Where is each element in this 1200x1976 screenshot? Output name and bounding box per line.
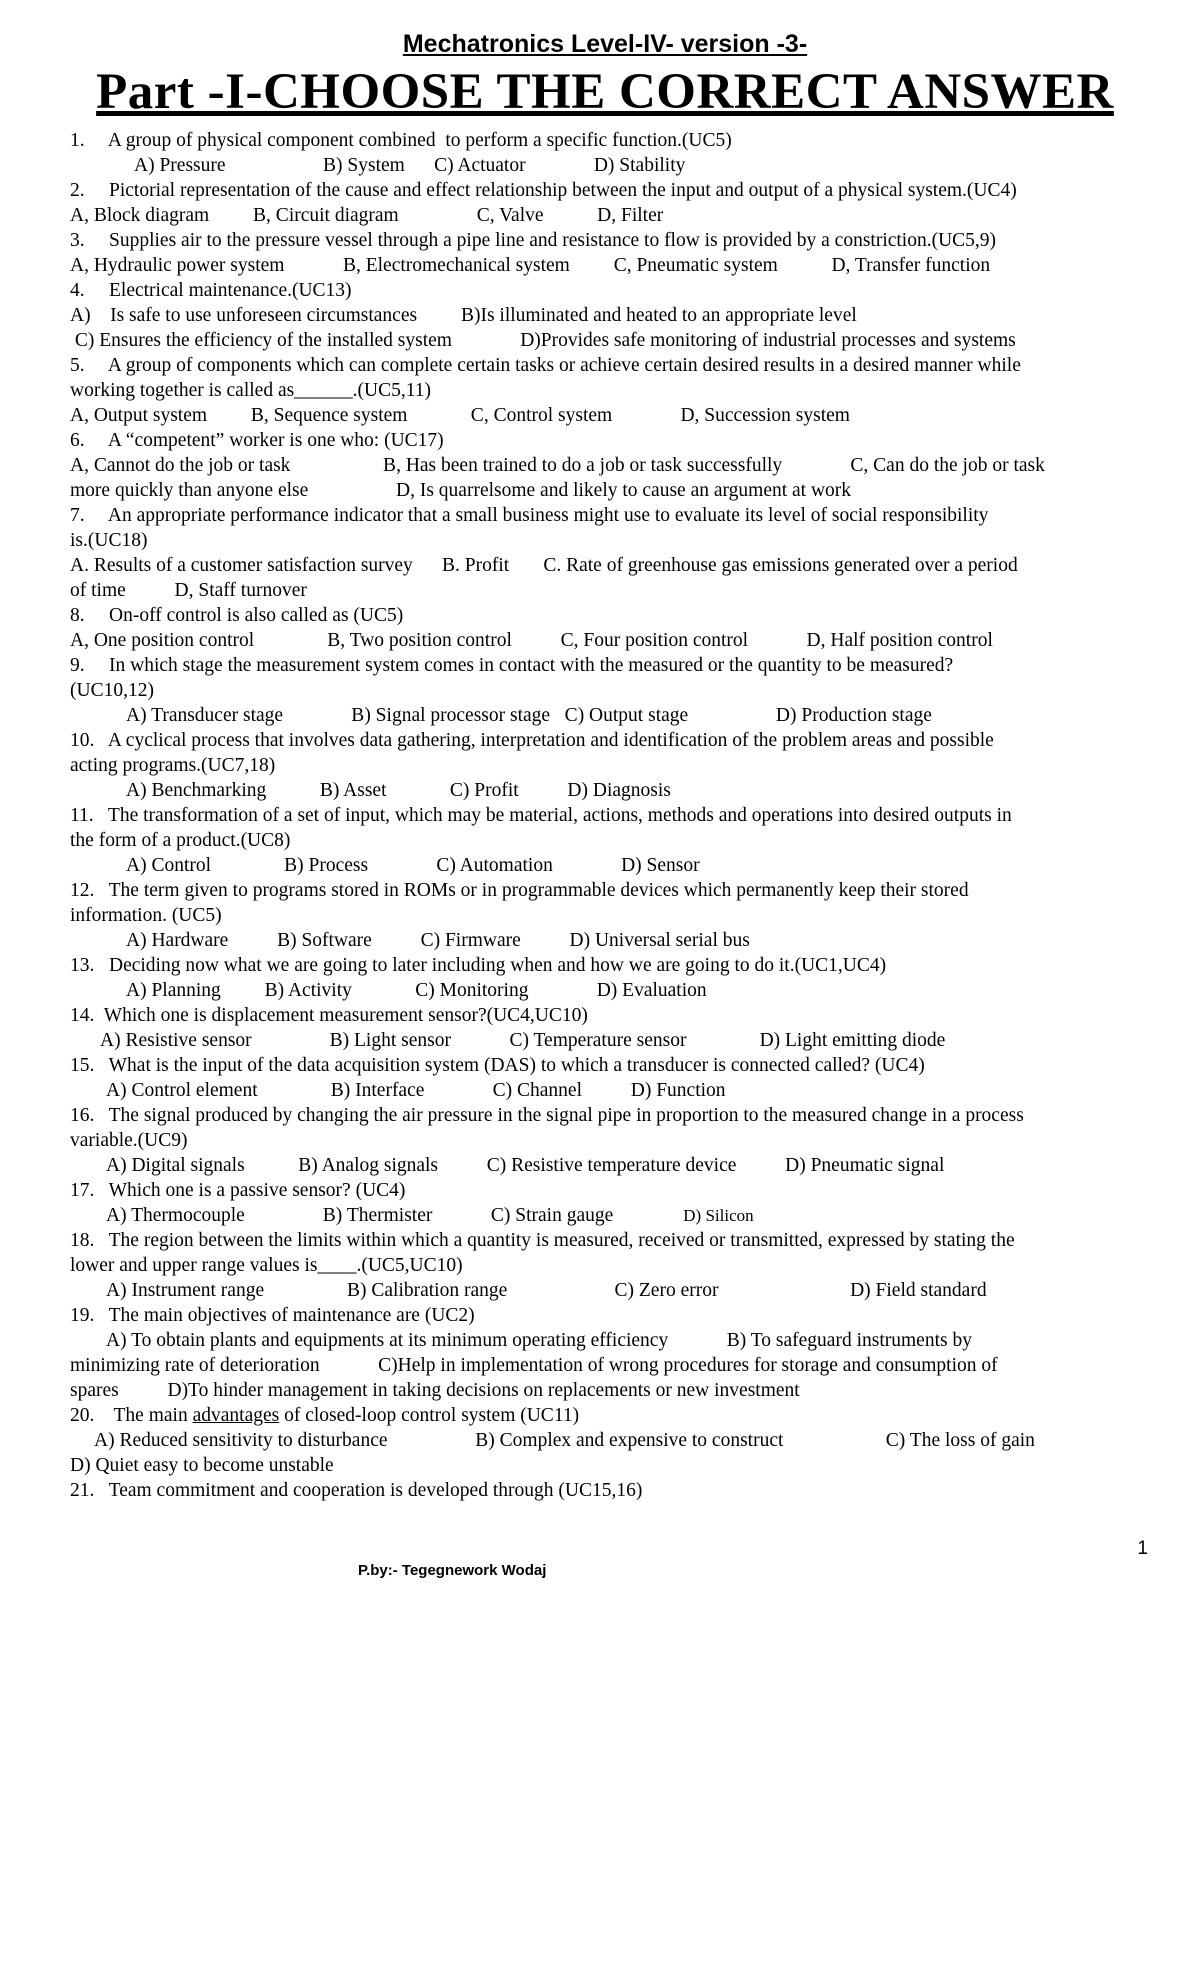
question-10-cont: acting programs.(UC7,18) xyxy=(70,755,276,776)
question-7-cont: is.(UC18) xyxy=(70,530,148,551)
question-10: 10. A cyclical process that involves data gathering, interpretation and identification of the problem areas and possible xyxy=(70,730,994,751)
question-20-part-2: of closed-loop control system (UC11) xyxy=(279,1405,580,1426)
question-11: 11. The transformation of a set of input, which may be material, actions, methods and operations into desired outputs in xyxy=(70,805,1012,826)
question-8-options: A, One position control B, Two position control C, Four position control D, Half position control xyxy=(70,630,993,651)
question-13: 13. Deciding now what we are going to later including when and how we are going to do it.(UC1,UC4) xyxy=(70,955,887,976)
question-17-options-abc: A) Thermocouple B) Thermister C) Strain gauge xyxy=(106,1205,614,1226)
question-11-options: A) Control B) Process C) Automation D) Sensor xyxy=(126,855,700,876)
question-18-cont: lower and upper range values is____.(UC5,UC10) xyxy=(70,1255,463,1276)
question-20-options-a: A) Reduced sensitivity to disturbance B) Complex and expensive to construct C) The loss of gain xyxy=(94,1430,1035,1451)
question-19-options-c: spares D)To hinder management in taking decisions on replacements or new investment xyxy=(70,1380,800,1401)
question-6-options-a: A, Cannot do the job or task B, Has been trained to do a job or task successfully C, Can do the job or task xyxy=(70,455,1045,476)
question-12-options: A) Hardware B) Software C) Firmware D) Universal serial bus xyxy=(126,930,750,951)
question-18-options: A) Instrument range B) Calibration range C) Zero error D) Field standard xyxy=(106,1280,987,1301)
question-12-cont: information. (UC5) xyxy=(70,905,222,926)
question-16-cont: variable.(UC9) xyxy=(70,1130,188,1151)
question-19-options-b: minimizing rate of deterioration C)Help in implementation of wrong procedures for storage and consumption of xyxy=(70,1355,998,1376)
question-17-option-d: D) Silicon xyxy=(683,1206,754,1225)
question-9-cont: (UC10,12) xyxy=(70,680,154,701)
question-4: 4. Electrical maintenance.(UC13) xyxy=(70,280,352,301)
question-9-options: A) Transducer stage B) Signal processor stage C) Output stage D) Production stage xyxy=(126,705,932,726)
page-number: 1 xyxy=(1137,1538,1148,1559)
question-17-options xyxy=(70,1203,1140,1228)
document-title: Part -I-CHOOSE THE CORRECT ANSWER xyxy=(96,64,1114,120)
question-20-options-b: D) Quiet easy to become unstable xyxy=(70,1455,334,1476)
question-4-options-b: C) Ensures the efficiency of the installed system D)Provides safe monitoring of industrial processes and systems xyxy=(70,330,1016,351)
document-page xyxy=(70,28,1140,1503)
question-9: 9. In which stage the measurement system comes in contact with the measured or the quantity to be measured? xyxy=(70,655,954,676)
question-18: 18. The region between the limits within which a quantity is measured, received or transmitted, expressed by stating the xyxy=(70,1230,1015,1251)
question-6-options-b: more quickly than anyone else D, Is quarrelsome and likely to cause an argument at work xyxy=(70,480,852,501)
question-4-options-a: A) Is safe to use unforeseen circumstances B)Is illuminated and heated to an appropriate level xyxy=(70,305,857,326)
question-16-options: A) Digital signals B) Analog signals C) Resistive temperature device D) Pneumatic signal xyxy=(106,1155,945,1176)
question-13-options: A) Planning B) Activity C) Monitoring D) Evaluation xyxy=(126,980,707,1001)
question-19-options-a: A) To obtain plants and equipments at its minimum operating efficiency B) To safeguard instruments by xyxy=(106,1330,972,1351)
question-2-options: A, Block diagram B, Circuit diagram C, Valve D, Filter xyxy=(70,205,664,226)
question-20-part-1: 20. The main xyxy=(70,1405,193,1426)
question-7: 7. An appropriate performance indicator that a small business might use to evaluate its level of social responsibility xyxy=(70,505,989,526)
question-2: 2. Pictorial representation of the cause and effect relationship between the input and output of a physical system.(UC4) xyxy=(70,180,1017,201)
question-15-options: A) Control element B) Interface C) Channel D) Function xyxy=(106,1080,726,1101)
question-1-options: A) Pressure B) System C) Actuator D) Stability xyxy=(134,155,686,176)
question-20 xyxy=(70,1403,1140,1428)
question-17: 17. Which one is a passive sensor? (UC4) xyxy=(70,1180,406,1201)
question-10-options: A) Benchmarking B) Asset C) Profit D) Diagnosis xyxy=(126,780,671,801)
question-20-underlined-word: advantages xyxy=(192,1405,280,1426)
question-7-options-b: of time D, Staff turnover xyxy=(70,580,307,601)
question-19: 19. The main objectives of maintenance are (UC2) xyxy=(70,1305,475,1326)
question-8: 8. On-off control is also called as (UC5) xyxy=(70,605,404,626)
question-11-cont: the form of a product.(UC8) xyxy=(70,830,291,851)
question-15: 15. What is the input of the data acquisition system (DAS) to which a transducer is connected called? (UC4) xyxy=(70,1055,925,1076)
document-subtitle: Mechatronics Level-IV- version -3- xyxy=(402,30,808,58)
question-12: 12. The term given to programs stored in ROMs or in programmable devices which permanently keep their stored xyxy=(70,880,969,901)
question-21: 21. Team commitment and cooperation is developed through (UC15,16) xyxy=(70,1480,643,1501)
question-1: 1. A group of physical component combined to perform a specific function.(UC5) xyxy=(70,130,732,151)
question-list xyxy=(70,128,1140,1503)
footer-author: P.by:- Tegegnework Wodaj xyxy=(358,1562,547,1579)
question-3-options: A, Hydraulic power system B, Electromechanical system C, Pneumatic system D, Transfer function xyxy=(70,255,991,276)
question-5-cont: working together is called as______.(UC5,11) xyxy=(70,380,432,401)
question-3: 3. Supplies air to the pressure vessel through a pipe line and resistance to flow is provided by a constriction.(UC5,9) xyxy=(70,230,997,251)
question-5: 5. A group of components which can complete certain tasks or achieve certain desired results in a desired manner while xyxy=(70,355,1021,376)
question-14: 14. Which one is displacement measurement sensor?(UC4,UC10) xyxy=(70,1005,588,1026)
question-14-options: A) Resistive sensor B) Light sensor C) Temperature sensor D) Light emitting diode xyxy=(100,1030,946,1051)
question-5-options: A, Output system B, Sequence system C, Control system D, Succession system xyxy=(70,405,850,426)
question-16: 16. The signal produced by changing the air pressure in the signal pipe in proportion to the measured change in a process xyxy=(70,1105,1024,1126)
question-7-options-a: A. Results of a customer satisfaction survey B. Profit C. Rate of greenhouse gas emissions generated over a period xyxy=(70,555,1018,576)
question-6: 6. A “competent” worker is one who: (UC17) xyxy=(70,430,444,451)
